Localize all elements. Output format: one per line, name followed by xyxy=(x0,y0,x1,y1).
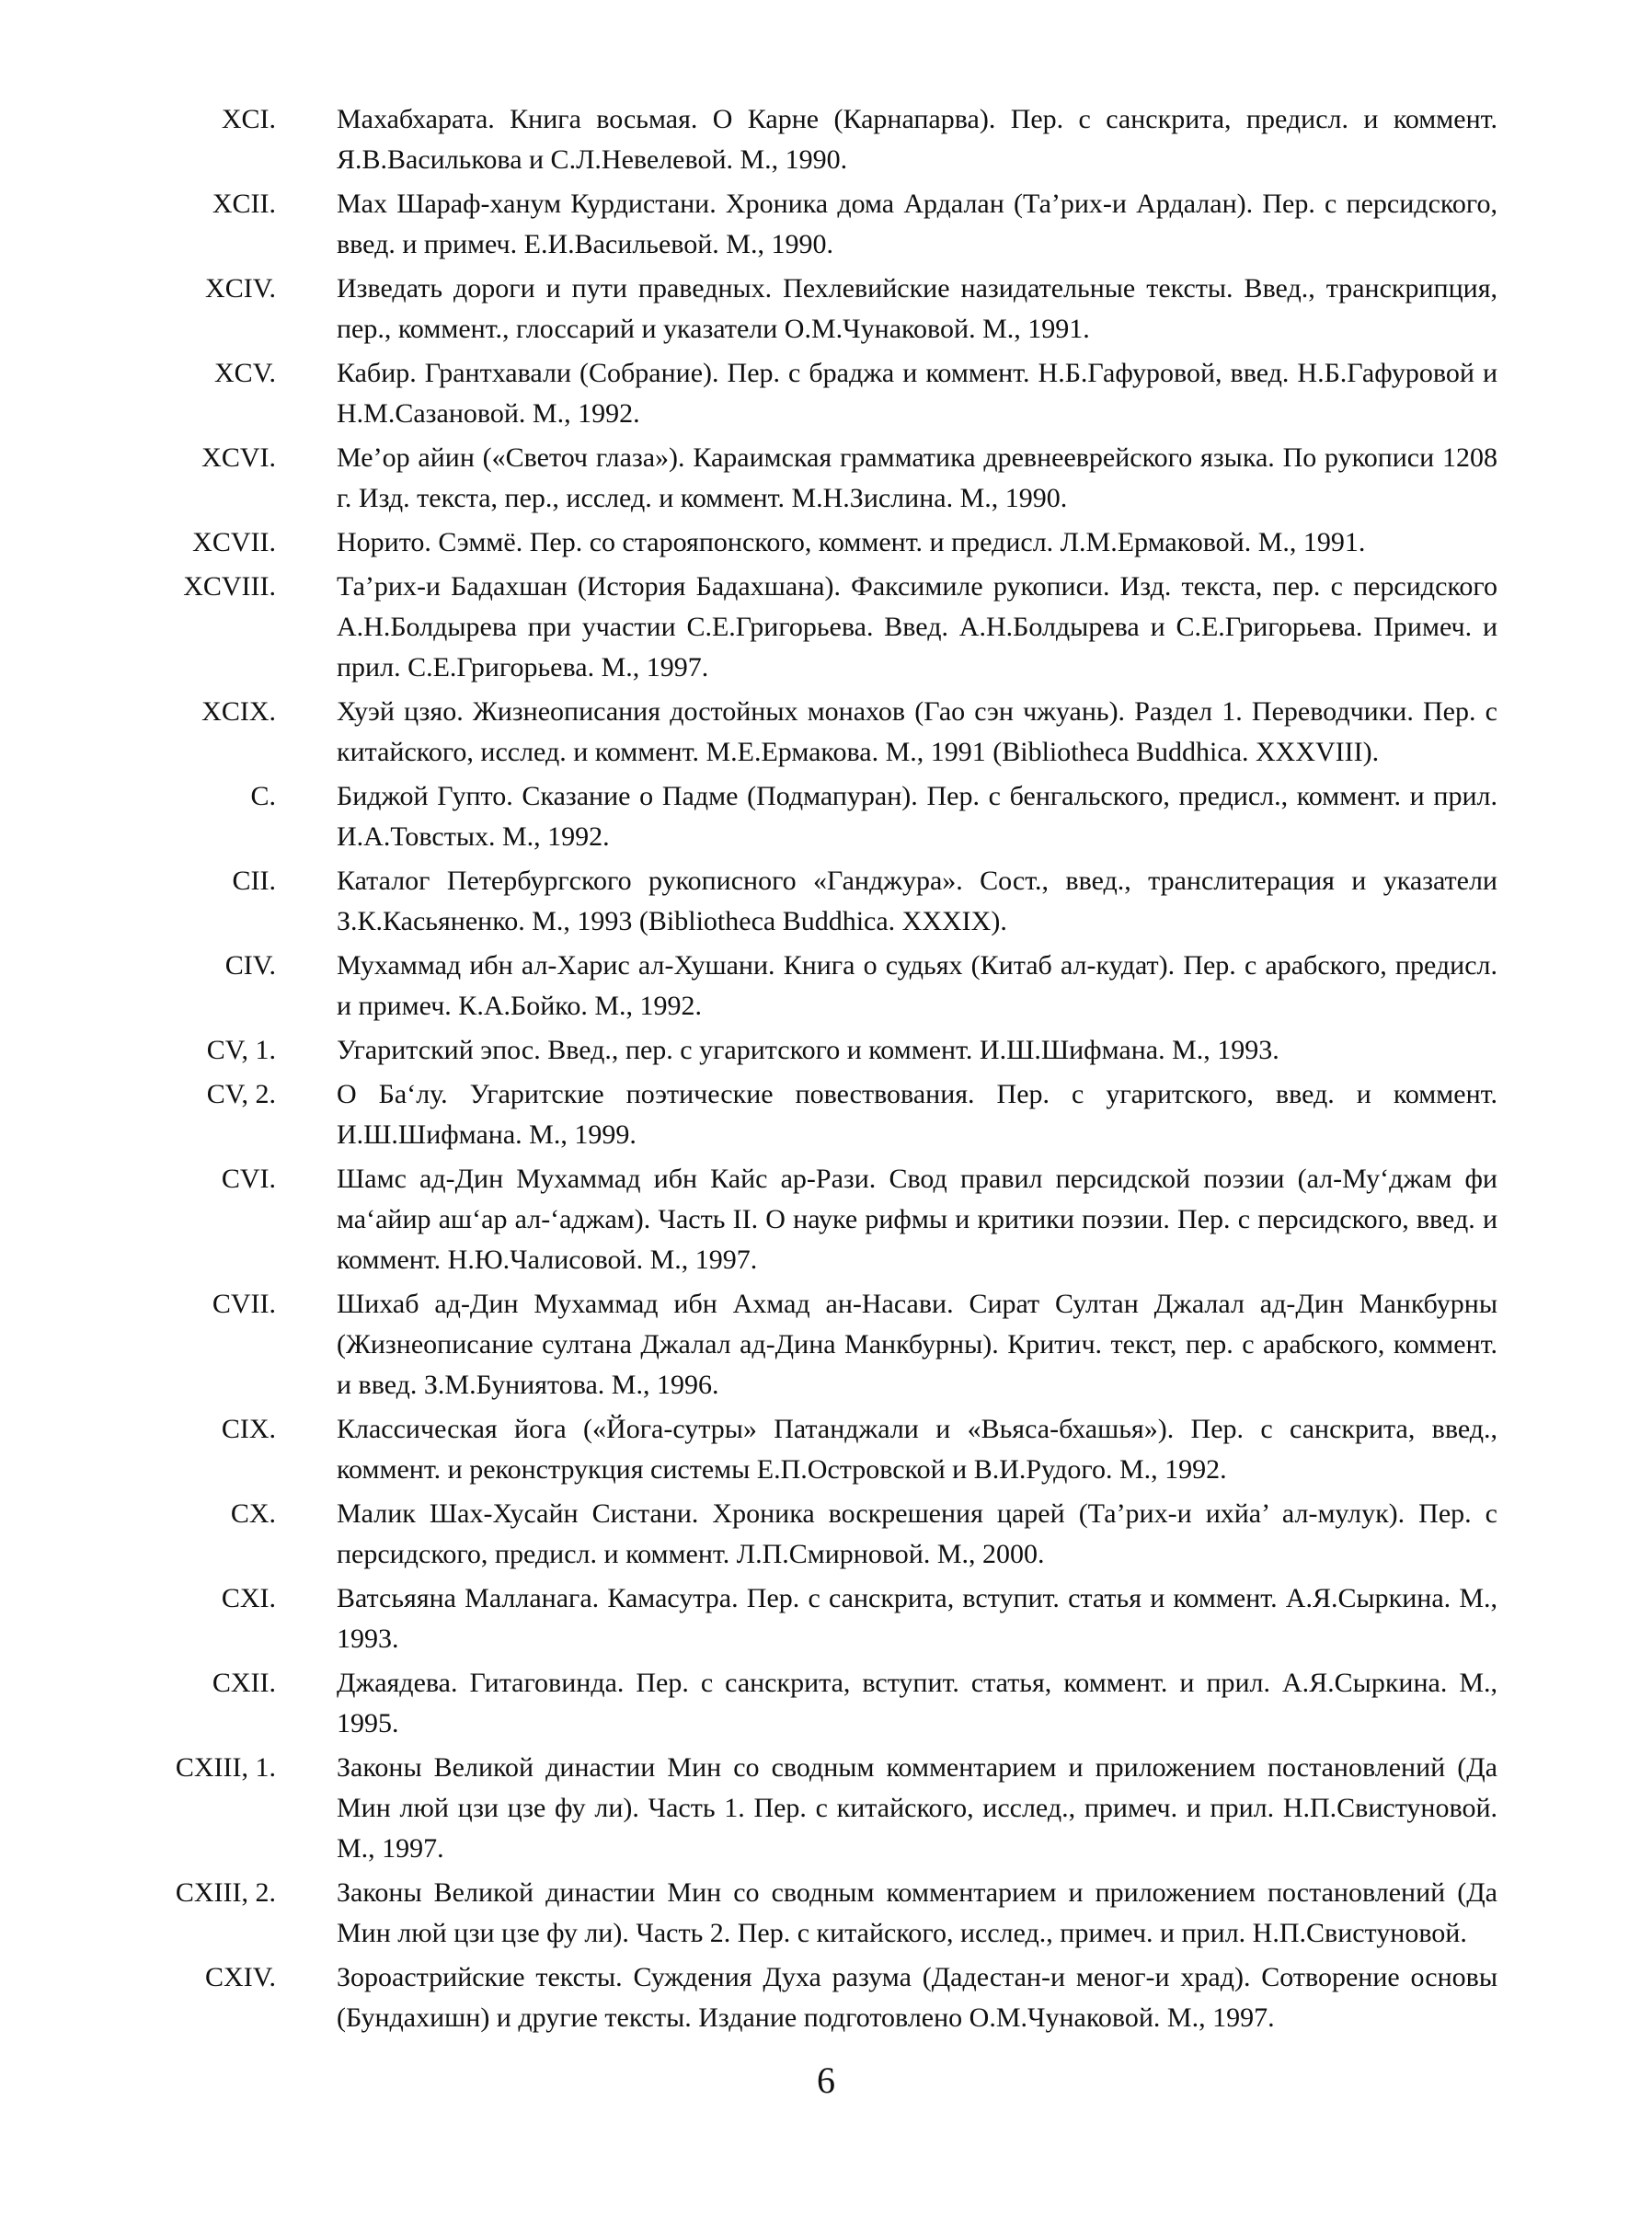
list-item xyxy=(110,353,1509,434)
list-item xyxy=(110,1030,1509,1071)
entry-text: Норито. Сэммё. Пер. со старояпонского, коммент. и предисл. Л.М.Ермаковой. М., 1991. xyxy=(337,527,1366,557)
entry-number: CVII. xyxy=(212,1289,276,1319)
list-item xyxy=(110,438,1509,519)
entry-number: XCVII. xyxy=(192,527,276,557)
entry-text: Изведать дороги и пути праведных. Пехлевийские назидательные тексты. Введ., транскрипция, пер., коммент., глоссарий и указатели О.М.Чунаковой. М., 1991. xyxy=(337,273,1497,344)
entry-text: Джаядева. Гитаговинда. Пер. с санскрита, вступит. статья, коммент. и прил. А.Я.Сыркина. М., 1995. xyxy=(337,1668,1497,1738)
list-item xyxy=(110,1873,1509,1954)
entry-text: Ме’ор айин («Светоч глаза»). Караимская грамматика древнееврейского языка. По рукописи 1208 г. Изд. текста, пер., исслед. и коммент. М.Н.Зислина. М., 1990. xyxy=(337,442,1497,513)
entry-text: О Ба‘лу. Угаритские поэтические повествования. Пер. с угаритского, введ. и коммент. И.Ш.Шифмана. М., 1999. xyxy=(337,1079,1497,1150)
list-item xyxy=(110,861,1509,942)
entry-number: XCIX. xyxy=(201,696,276,727)
list-item xyxy=(110,1074,1509,1155)
entry-number: CXIII, 2. xyxy=(175,1877,276,1908)
entry-number: XCIV. xyxy=(205,273,276,304)
entry-number: XCII. xyxy=(212,189,276,219)
list-item xyxy=(110,692,1509,773)
entry-text: Зороастрийские тексты. Суждения Духа разума (Дадестан-и меног-и храд). Сотворение основы (Бундахишн) и другие тексты. Издание подготовлено О.М.Чунаковой. М., 1997. xyxy=(337,1962,1497,2033)
entry-text: Мах Шараф-ханум Курдистани. Хроника дома Ардалан (Та’рих-и Ардалан). Пер. с персидского, введ. и примеч. Е.И.Васильевой. М., 1990. xyxy=(337,189,1497,259)
list-item xyxy=(110,1284,1509,1406)
list-item xyxy=(110,1409,1509,1490)
entry-text: Угаритский эпос. Введ., пер. с угаритского и коммент. И.Ш.Шифмана. М., 1993. xyxy=(337,1035,1279,1065)
list-item xyxy=(110,776,1509,857)
list-item xyxy=(110,184,1509,265)
entry-number: CXIV. xyxy=(205,1962,276,1992)
entry-number: CXI. xyxy=(221,1583,276,1613)
list-item xyxy=(110,269,1509,350)
entry-number: CV, 1. xyxy=(206,1035,276,1065)
list-item xyxy=(110,1578,1509,1659)
entry-text: Шамс ад-Дин Мухаммад ибн Кайс ар-Рази. Свод правил персидской поэзии (ал-Му‘джам фи ма‘айир аш‘ар ал-‘аджам). Часть II. О науке рифмы и критики поэзии. Пер. с персидского, введ. и коммент. Н.Ю.Чалисовой. М., 1997. xyxy=(337,1164,1497,1275)
entry-number: CIV. xyxy=(224,950,276,981)
list-item xyxy=(110,99,1509,180)
list-item xyxy=(110,946,1509,1027)
list-item xyxy=(110,1663,1509,1744)
entry-number: C. xyxy=(250,781,276,811)
list-item xyxy=(110,1748,1509,1869)
entry-number: XCVIII. xyxy=(183,571,276,602)
entry-number: CV, 2. xyxy=(206,1079,276,1109)
entry-text: Хуэй цзяо. Жизнеописания достойных монахов (Гао сэн чжуань). Раздел 1. Переводчики. Пер. с китайского, исслед. и коммент. М.Е.Ермакова. М., 1991 (Bibliotheca Buddhica. XXXVIII). xyxy=(337,696,1497,767)
entry-text: Классическая йога («Йога-сутры» Патанджали и «Вьяса-бхашья»). Пер. с санскрита, введ., коммент. и реконструкция системы Е.П.Островской и В.И.Рудого. М., 1992. xyxy=(337,1414,1497,1485)
entry-number: CXIII, 1. xyxy=(175,1752,276,1783)
list-item xyxy=(110,567,1509,688)
entry-number: CII. xyxy=(232,866,276,896)
bibliography-list xyxy=(110,99,1509,2042)
page-number: 6 xyxy=(817,2060,835,2101)
list-item xyxy=(110,522,1509,563)
entry-number: XCI. xyxy=(221,104,276,134)
entry-text: Махабхарата. Книга восьмая. О Карне (Карнапарва). Пер. с санскрита, предисл. и коммент. Я.В.Василькова и С.Л.Невелевой. М., 1990. xyxy=(337,104,1497,175)
list-item xyxy=(110,1159,1509,1280)
entry-text: Каталог Петербургского рукописного «Ганджура». Сост., введ., транслитерация и указатели З.К.Касьяненко. М., 1993 (Bibliotheca Buddhica. XXXIX). xyxy=(337,866,1497,936)
list-item xyxy=(110,1957,1509,2038)
entry-number: CX. xyxy=(230,1498,276,1529)
entry-number: CVI. xyxy=(221,1164,276,1194)
entry-text: Шихаб ад-Дин Мухаммад ибн Ахмад ан-Насави. Сират Султан Джалал ад-Дин Манкбурны (Жизнеописание султана Джалал ад-Дина Манкбурны). Критич. текст, пер. с арабского, коммент. и введ. З.М.Буниятова. М., 1996. xyxy=(337,1289,1497,1400)
entry-number: XCVI. xyxy=(201,442,276,473)
entry-text: Биджой Гупто. Сказание о Падме (Подмапуран). Пер. с бенгальского, предисл., коммент. и прил. И.А.Товстых. М., 1992. xyxy=(337,781,1497,852)
entry-text: Ватсьяяна Малланага. Камасутра. Пер. с санскрита, вступит. статья и коммент. А.Я.Сыркина. М., 1993. xyxy=(337,1583,1497,1654)
entry-text: Законы Великой династии Мин со сводным комментарием и приложением постановлений (Да Мин люй цзи цзе фу ли). Часть 2. Пер. с китайского, исслед., примеч. и прил. Н.П.Свистуновой. xyxy=(337,1877,1497,1948)
list-item xyxy=(110,1494,1509,1575)
entry-text: Та’рих-и Бадахшан (История Бадахшана). Факсимиле рукописи. Изд. текста, пер. с персидского А.Н.Болдырева при участии С.Е.Григорьева. Введ. А.Н.Болдырева и С.Е.Григорьева. Примеч. и прил. С.Е.Григорьева. М., 1997. xyxy=(337,571,1497,683)
entry-text: Мухаммад ибн ал-Харис ал-Хушани. Книга о судьях (Китаб ал-кудат). Пер. с арабского, предисл. и примеч. К.А.Бойко. М., 1992. xyxy=(337,950,1497,1021)
entry-number: CIX. xyxy=(221,1414,276,1444)
entry-number: XCV. xyxy=(214,358,276,388)
entry-text: Законы Великой династии Мин со сводным комментарием и приложением постановлений (Да Мин люй цзи цзе фу ли). Часть 1. Пер. с китайского, исслед., примеч. и прил. Н.П.Свистуновой. М., 1997. xyxy=(337,1752,1497,1864)
entry-text: Малик Шах-Хусайн Систани. Хроника воскрешения царей (Та’рих-и ихйа’ ал-мулук). Пер. с персидского, предисл. и коммент. Л.П.Смирновой. М., 2000. xyxy=(337,1498,1497,1569)
entry-text: Кабир. Грантхавали (Собрание). Пер. с браджа и коммент. Н.Б.Гафуровой, введ. Н.Б.Гафуровой и Н.М.Сазановой. М., 1992. xyxy=(337,358,1497,429)
entry-number: CXII. xyxy=(212,1668,276,1698)
